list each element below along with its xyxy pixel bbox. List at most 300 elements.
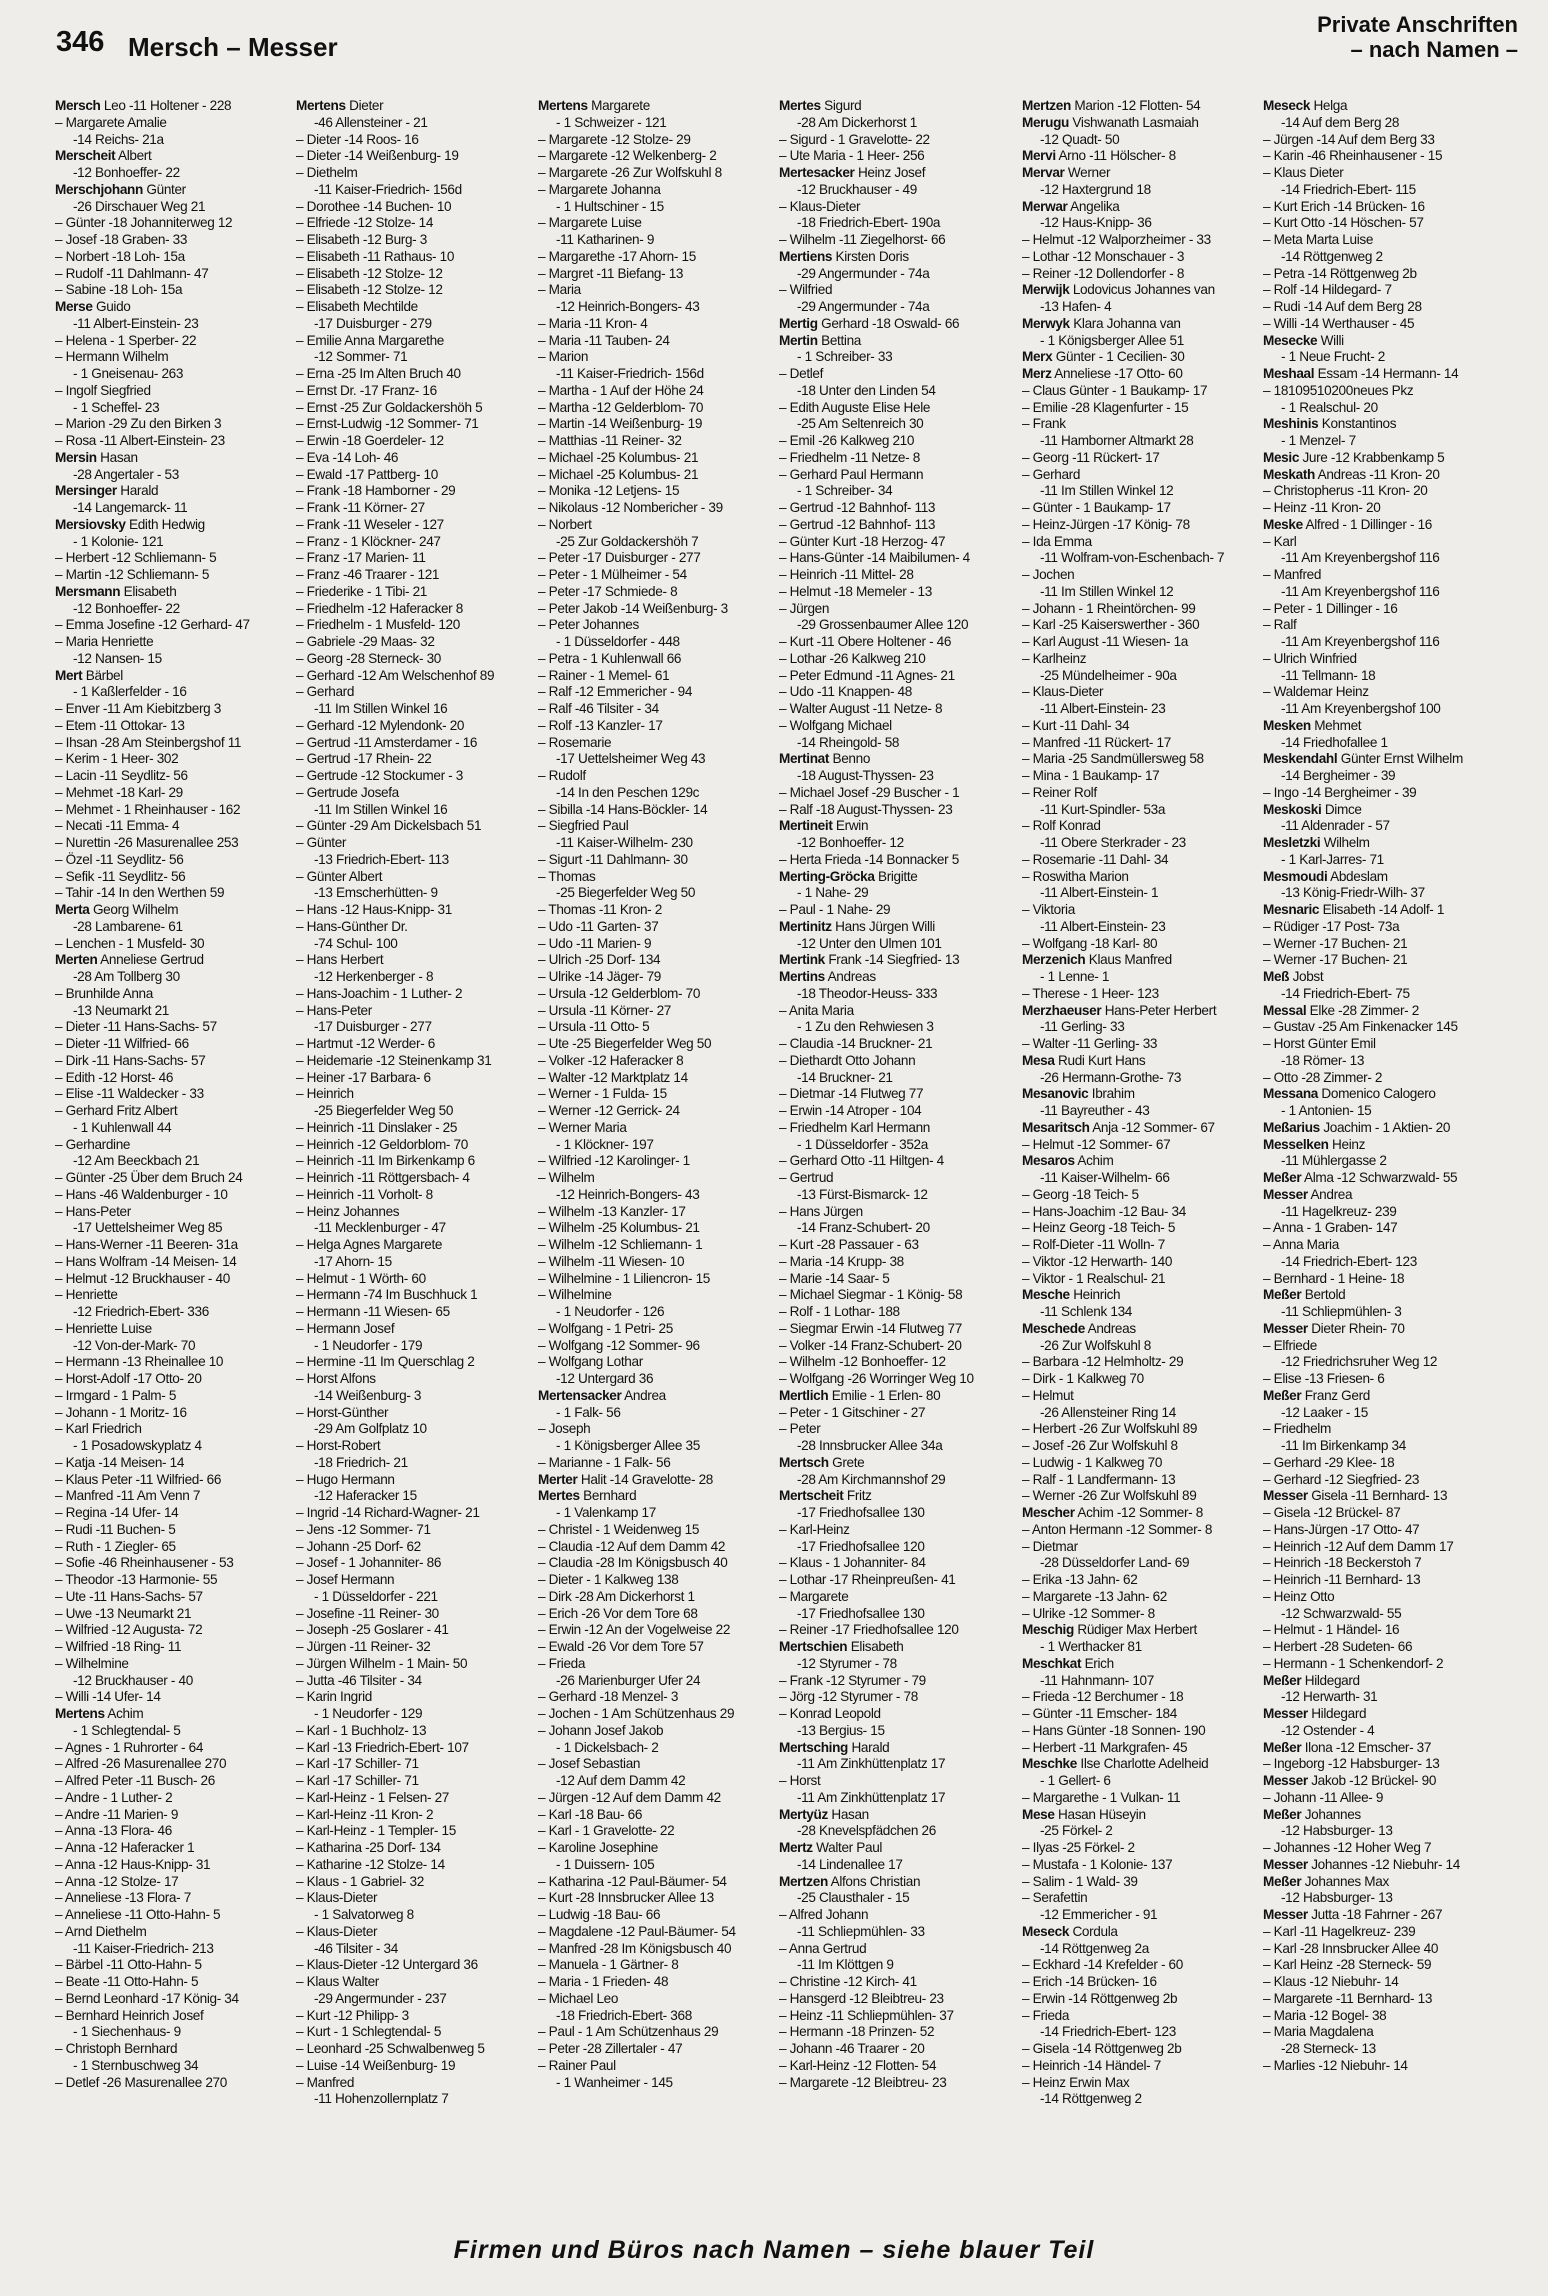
directory-entry — [55, 232, 290, 249]
directory-entry — [55, 1589, 290, 1606]
entry-text: – Klaus-Dieter — [779, 198, 861, 214]
directory-entry — [1263, 584, 1498, 601]
surname: Mertscheit — [779, 1488, 844, 1504]
entry-text: – Werner -17 Buchen- 21 — [1263, 935, 1408, 951]
entry-text: – Mina - 1 Baukamp- 17 — [1022, 768, 1160, 783]
directory-entry — [55, 1271, 290, 1288]
entry-text: – Jürgen — [779, 600, 830, 616]
entry-text: - 1 Karl-Jarres- 71 — [1281, 851, 1384, 867]
directory-entry — [1263, 701, 1498, 718]
entry-text: -28 Innsbrucker Allee 34a — [797, 1438, 943, 1453]
entry-text: – Herta Frieda -14 Bonnacker 5 — [779, 851, 959, 867]
directory-entry — [296, 601, 531, 618]
directory-entry — [55, 1522, 290, 1539]
entry-text: Heinrich — [1069, 1287, 1121, 1303]
entry-text: – Kurt - 1 Schlegtendal- 5 — [296, 2024, 442, 2040]
entry-text: -25 Am Seltenreich 30 — [797, 416, 924, 432]
entry-text: – Sigurd - 1 Gravelotte- 22 — [779, 131, 930, 147]
entry-text: – Jörg -12 Styrumer - 78 — [779, 1689, 918, 1705]
entry-text: - 1 Nahe- 29 — [797, 885, 869, 901]
entry-text: – Rainer Paul — [538, 2057, 616, 2073]
directory-entry — [55, 1606, 290, 1623]
entry-text: - 1 Düsseldorfer - 352a — [797, 1136, 928, 1152]
directory-entry — [1022, 366, 1257, 383]
entry-text: – Manfred -11 Rückert- 17 — [1022, 734, 1171, 750]
directory-entry — [1263, 433, 1498, 450]
directory-entry — [55, 802, 290, 819]
directory-entry — [296, 1941, 531, 1958]
directory-entry — [538, 651, 773, 668]
surname: Mertens — [296, 98, 346, 113]
directory-entry — [1022, 1840, 1257, 1857]
directory-entry — [538, 1472, 773, 1489]
directory-entry — [779, 333, 1014, 350]
directory-entry — [1263, 1354, 1498, 1371]
entry-text: – Karin Ingrid — [296, 1689, 372, 1705]
entry-text: – Heinz -11 Kron- 20 — [1263, 500, 1381, 515]
directory-entry — [779, 1287, 1014, 1304]
directory-entry — [538, 718, 773, 735]
entry-text: – Maria -25 Sandmüllersweg 58 — [1022, 751, 1204, 767]
directory-entry — [1022, 1036, 1257, 1053]
directory-entry — [779, 1539, 1014, 1556]
entry-text: -17 Ahorn- 15 — [314, 1253, 392, 1269]
entry-text: -12 Haus-Knipp- 36 — [1040, 215, 1152, 231]
directory-entry — [1263, 383, 1498, 400]
entry-text: – Hans Jürgen — [779, 1203, 863, 1219]
entry-text: – Lothar -12 Monschauer - 3 — [1022, 248, 1185, 264]
entry-text: -11 Hagelkreuz- 239 — [1281, 1203, 1397, 1219]
directory-entry — [1263, 2058, 1498, 2075]
directory-entry — [296, 2075, 531, 2092]
entry-text: -12 Auf dem Damm 42 — [556, 1773, 686, 1788]
entry-text: – Wolfgang -12 Sommer- 96 — [538, 1337, 700, 1353]
entry-text: -11 Albert-Einstein- 1 — [1040, 885, 1159, 901]
entry-text: – Alfred Peter -11 Busch- 26 — [55, 1773, 215, 1788]
directory-entry — [538, 1405, 773, 1422]
directory-entry — [1263, 1790, 1498, 1807]
directory-entry — [1263, 1924, 1498, 1941]
entry-text: – Margret -11 Biefang- 13 — [538, 265, 684, 281]
entry-text: – Johann -25 Dorf- 62 — [296, 1538, 421, 1554]
entry-text: -12 Heinrich-Bongers- 43 — [556, 1186, 700, 1202]
entry-text: – Wilfried -12 Karolinger- 1 — [538, 1153, 690, 1169]
entry-text: – Ute -11 Hans-Sachs- 57 — [55, 1588, 203, 1604]
directory-entry — [779, 1220, 1014, 1237]
entry-text: – Günter — [296, 835, 347, 850]
entry-text: -13 Fürst-Bismarck- 12 — [797, 1186, 928, 1202]
directory-entry — [1022, 684, 1257, 701]
entry-text: – Klaus-Dieter — [296, 1923, 378, 1939]
directory-entry — [1022, 818, 1257, 835]
directory-entry — [1022, 1354, 1257, 1371]
directory-entry — [55, 1472, 290, 1489]
entry-text: – Helmut -12 Walporzheimer - 33 — [1022, 232, 1211, 247]
directory-entry — [538, 349, 773, 366]
directory-entry — [296, 1405, 531, 1422]
surname: Meß — [1263, 969, 1290, 984]
entry-text: Edith Hedwig — [125, 516, 205, 532]
entry-text: – Johannes -12 Hoher Weg 7 — [1263, 1840, 1432, 1855]
surname: Meseck — [1022, 1923, 1070, 1939]
entry-text: -13 Bergius- 15 — [797, 1722, 885, 1738]
directory-entry — [1263, 1941, 1498, 1958]
entry-text: – Brunhilde Anna — [55, 985, 153, 1001]
directory-entry — [55, 1639, 290, 1656]
entry-text: – Martin -12 Schliemann- 5 — [55, 567, 210, 582]
entry-text: - 1 Valenkamp 17 — [556, 1505, 656, 1520]
directory-entry — [55, 1807, 290, 1824]
directory-entry — [779, 1857, 1014, 1874]
directory-entry — [779, 1019, 1014, 1036]
directory-entry — [296, 1807, 531, 1824]
entry-text: Joachim - 1 Aktien- 20 — [1319, 1119, 1451, 1135]
entry-text: – Hermann -74 Im Buschhuck 1 — [296, 1287, 478, 1303]
entry-text: -12 Sommer- 71 — [314, 349, 408, 365]
directory-entry — [779, 1656, 1014, 1673]
directory-entry — [538, 1204, 773, 1221]
entry-text: – Frank -12 Styrumer - 79 — [779, 1672, 926, 1688]
directory-entry — [296, 1421, 531, 1438]
surname: Meseck — [1263, 98, 1311, 113]
entry-text: – Rudolf -11 Dahlmann- 47 — [55, 265, 209, 281]
entry-text: – Hans Herbert — [296, 952, 384, 968]
entry-text: Jakob -12 Brückel- 90 — [1307, 1773, 1437, 1788]
directory-entry — [55, 400, 290, 417]
entry-text: -14 Bruckner- 21 — [797, 1069, 893, 1085]
surname: Merwijk — [1022, 282, 1070, 298]
surname: Messer — [1263, 1706, 1308, 1721]
entry-text: – Andre -11 Marien- 9 — [55, 1806, 179, 1822]
directory-entry — [1263, 1187, 1498, 1204]
surname: Mertinitz — [779, 918, 832, 934]
entry-text: – Gerhard — [296, 684, 355, 700]
entry-text: - 1 Hultschiner - 15 — [556, 198, 664, 214]
entry-text: – Kurt -11 Obere Holtener - 46 — [779, 634, 952, 649]
directory-entry — [779, 1421, 1014, 1438]
entry-text: – Christoph Bernhard — [55, 2041, 178, 2056]
entry-text: Helga — [1310, 98, 1348, 113]
entry-text: Cordula — [1069, 1923, 1118, 1939]
entry-text: – Theodor -13 Harmonie- 55 — [55, 1572, 218, 1587]
entry-text: -18 Unter den Linden 54 — [797, 382, 936, 398]
directory-entry — [538, 567, 773, 584]
entry-text: – Karl -18 Bau- 66 — [538, 1806, 643, 1822]
directory-entry — [1022, 668, 1257, 685]
entry-text: - 1 Schlegtendal- 5 — [73, 1722, 181, 1738]
directory-entry — [1263, 1689, 1498, 1706]
entry-text: – Katharine -12 Stolze- 14 — [296, 1856, 445, 1872]
entry-text: – Gerhard -12 Mylendonk- 20 — [296, 717, 465, 733]
entry-text: Gerhard -18 Oswald- 66 — [817, 315, 960, 331]
surname: Meßer — [1263, 1672, 1302, 1688]
column-5 — [1022, 98, 1257, 2188]
directory-entry — [1263, 751, 1498, 768]
directory-entry — [1263, 1254, 1498, 1271]
entry-text: – Dietmar — [1022, 1538, 1078, 1554]
directory-entry — [1263, 969, 1498, 986]
directory-entry — [296, 1740, 531, 1757]
directory-entry — [1263, 1455, 1498, 1472]
entry-text: – Franz -46 Traarer - 121 — [296, 567, 440, 582]
entry-text: – Günter -29 Am Dickelsbach 51 — [296, 818, 482, 834]
directory-entry — [55, 1187, 290, 1204]
entry-text: – Dietmar -14 Flutweg 77 — [779, 1086, 924, 1102]
entry-text: -11 Kaiser-Friedrich- 213 — [73, 1940, 214, 1956]
directory-entry — [1022, 1790, 1257, 1807]
directory-entry — [296, 450, 531, 467]
entry-text: -25 Mündelheimer - 90a — [1040, 667, 1177, 683]
directory-entry — [779, 1773, 1014, 1790]
directory-entry — [1263, 1103, 1498, 1120]
directory-entry — [1022, 1572, 1257, 1589]
entry-text: – Claus Günter - 1 Baukamp- 17 — [1022, 382, 1208, 398]
entry-text: -12 Haferacker 15 — [314, 1488, 417, 1504]
entry-text: – Willi -14 Ufer- 14 — [55, 1689, 161, 1705]
entry-text: – Hermann Wilhelm — [55, 349, 169, 365]
entry-text: -11 Wolfram-von-Eschenbach- 7 — [1040, 550, 1225, 566]
surname: Mertzen — [779, 1873, 828, 1889]
directory-entry — [55, 1354, 290, 1371]
directory-entry — [1263, 852, 1498, 869]
entry-text: Vishwanath Lasmaiah — [1069, 114, 1199, 130]
entry-text: -14 Franz-Schubert- 20 — [797, 1220, 930, 1236]
directory-entry — [55, 1740, 290, 1757]
directory-entry — [779, 735, 1014, 752]
directory-entry — [538, 400, 773, 417]
entry-text: Grete — [828, 1454, 865, 1470]
entry-text: – Rudi -14 Auf dem Berg 28 — [1263, 299, 1422, 314]
directory-entry — [1022, 869, 1257, 886]
directory-entry — [296, 1036, 531, 1053]
directory-entry — [55, 500, 290, 517]
directory-entry — [779, 132, 1014, 149]
entry-text: – Horst-Robert — [296, 1438, 381, 1453]
directory-entry — [55, 818, 290, 835]
directory-entry — [55, 919, 290, 936]
directory-entry — [1022, 1287, 1257, 1304]
directory-entry — [296, 1438, 531, 1455]
entry-text: – Leonhard -25 Schwalbenweg 5 — [296, 2041, 485, 2056]
entry-text: – Reiner Rolf — [1022, 784, 1097, 800]
entry-text: – Maria Magdalena — [1263, 2024, 1374, 2040]
directory-entry — [55, 584, 290, 601]
entry-text: -12 Unter den Ulmen 101 — [797, 935, 942, 951]
entry-text: -11 Albert-Einstein- 23 — [1040, 918, 1166, 934]
entry-text: – Özel -11 Seydlitz- 56 — [55, 851, 184, 867]
entry-text: – Wilfried -18 Ring- 11 — [55, 1639, 182, 1654]
directory-entry — [538, 467, 773, 484]
directory-entry — [538, 366, 773, 383]
directory-entry — [1263, 1522, 1498, 1539]
entry-text: – Gerhard -12 Am Welschenhof 89 — [296, 667, 495, 683]
directory-entry — [1022, 1271, 1257, 1288]
directory-entry — [538, 1371, 773, 1388]
entry-text: Harald — [848, 1739, 890, 1755]
directory-entry — [1022, 2008, 1257, 2025]
entry-text: – Martha - 1 Auf der Höhe 24 — [538, 382, 704, 398]
surname: Merting-Gröcka — [779, 868, 875, 884]
directory-entry — [296, 1924, 531, 1941]
entry-text: – Mustafa - 1 Kolonie- 137 — [1022, 1856, 1173, 1872]
directory-entry — [1263, 768, 1498, 785]
directory-entry — [296, 1070, 531, 1087]
directory-entry — [1022, 383, 1257, 400]
surname: Meschkat — [1022, 1655, 1082, 1671]
directory-entry — [538, 1488, 773, 1505]
entry-text: -11 Im Stillen Winkel 16 — [314, 701, 448, 716]
directory-entry — [779, 1505, 1014, 1522]
entry-text: – Karl Friedrich — [55, 1421, 142, 1437]
directory-entry — [1022, 1237, 1257, 1254]
entry-text: – Anton Hermann -12 Sommer- 8 — [1022, 1521, 1213, 1537]
entry-text: – Emil -26 Kalkweg 210 — [779, 433, 915, 448]
surname: Meßer — [1263, 1287, 1302, 1303]
surname: Mersiovsky — [55, 516, 126, 532]
entry-text: – Margarethe - 1 Vulkan- 11 — [1022, 1789, 1181, 1805]
directory-entry — [779, 1673, 1014, 1690]
entry-text: -74 Schul- 100 — [314, 935, 398, 951]
directory-entry — [779, 751, 1014, 768]
entry-text: – Friedhelm -12 Haferacker 8 — [296, 600, 463, 616]
section-title — [1317, 12, 1518, 62]
entry-text: – Wilhelmine - 1 Liliencron- 15 — [538, 1270, 710, 1286]
directory-entry — [296, 400, 531, 417]
surname: Merta — [55, 902, 90, 917]
directory-columns — [55, 98, 1495, 2188]
directory-entry — [55, 1254, 290, 1271]
directory-entry — [538, 1421, 773, 1438]
directory-entry — [55, 1673, 290, 1690]
entry-text: Klara Johanna van — [1069, 315, 1181, 331]
surname: Merzenich — [1022, 952, 1086, 968]
entry-text: – Siegmar Erwin -14 Flutweg 77 — [779, 1320, 962, 1336]
directory-entry — [296, 1388, 531, 1405]
directory-entry — [55, 1103, 290, 1120]
directory-entry — [296, 1974, 531, 1991]
directory-entry — [55, 366, 290, 383]
entry-text: Angelika — [1067, 198, 1120, 214]
directory-entry — [1263, 634, 1498, 651]
directory-entry — [1263, 1086, 1498, 1103]
directory-entry — [779, 1740, 1014, 1757]
entry-text: – Gertrud -17 Rhein- 22 — [296, 751, 432, 767]
entry-text: – Waldemar Heinz — [1263, 684, 1369, 700]
directory-entry — [1263, 567, 1498, 584]
directory-entry — [55, 148, 290, 165]
directory-entry — [779, 182, 1014, 199]
entry-text: – Claudia -28 Im Königsbusch 40 — [538, 1555, 728, 1571]
entry-text: – Hermann Josef — [296, 1320, 395, 1336]
directory-entry — [296, 735, 531, 752]
directory-entry — [55, 115, 290, 132]
directory-entry — [1263, 601, 1498, 618]
entry-text: – Alfred Johann — [779, 1907, 869, 1922]
directory-entry — [1263, 1589, 1498, 1606]
entry-text: – Margarete -12 Bleibtreu- 23 — [779, 2074, 947, 2090]
entry-text: -14 Auf dem Berg 28 — [1281, 114, 1400, 130]
directory-entry — [779, 148, 1014, 165]
entry-text: – Dirk -11 Hans-Sachs- 57 — [55, 1052, 206, 1068]
directory-entry — [1263, 215, 1498, 232]
directory-entry — [779, 1036, 1014, 1053]
entry-text: -14 In den Peschen 129c — [556, 784, 700, 800]
entry-text: – Gerhard — [1022, 466, 1081, 482]
surname: Mertyüz — [779, 1806, 828, 1822]
directory-entry — [296, 802, 531, 819]
entry-text: Hans-Peter Herbert — [1101, 1002, 1217, 1018]
directory-entry — [1022, 1924, 1257, 1941]
directory-entry — [1263, 1388, 1498, 1405]
entry-text: – Ingeborg -12 Habsburger- 13 — [1263, 1756, 1440, 1772]
directory-entry — [55, 98, 290, 115]
directory-entry — [55, 316, 290, 333]
directory-entry — [1022, 1455, 1257, 1472]
entry-text: – Necati -11 Emma- 4 — [55, 818, 180, 834]
directory-entry — [1263, 182, 1498, 199]
entry-text: – Rolf-Dieter -11 Wolln- 7 — [1022, 1237, 1165, 1252]
entry-text: -29 Am Golfplatz 10 — [314, 1421, 427, 1437]
directory-entry — [1263, 132, 1498, 149]
directory-entry — [538, 1606, 773, 1623]
entry-text: – Rudolf — [538, 768, 586, 783]
directory-entry — [779, 1455, 1014, 1472]
entry-text: – Kurt -12 Philipp- 3 — [296, 2007, 409, 2023]
directory-entry — [779, 1957, 1014, 1974]
entry-text: – Ewald -26 Vor dem Tore 57 — [538, 1639, 704, 1654]
directory-entry — [779, 1874, 1014, 1891]
entry-text: – Ursula -11 Otto- 5 — [538, 1019, 650, 1035]
entry-text: – Heinz Georg -18 Teich- 5 — [1022, 1220, 1176, 1236]
entry-text: Andrea — [621, 1387, 666, 1403]
directory-entry — [1022, 1874, 1257, 1891]
entry-text: – Heinrich -11 Dinslaker - 25 — [296, 1119, 458, 1135]
directory-entry — [1022, 1472, 1257, 1489]
entry-text: – Dorothee -14 Buchen- 10 — [296, 198, 452, 214]
directory-entry — [1263, 1321, 1498, 1338]
entry-text: – Karl August -11 Wiesen- 1a — [1022, 634, 1189, 649]
entry-text: Leo -11 Holtener - 228 — [100, 98, 232, 113]
entry-text: Elisabeth — [847, 1639, 904, 1654]
entry-text: – Henriette Luise — [55, 1320, 152, 1336]
entry-text: – Wilhelm -12 Schliemann- 1 — [538, 1237, 703, 1252]
directory-entry — [1263, 148, 1498, 165]
entry-text: – Emilie -28 Klagenfurter - 15 — [1022, 399, 1189, 415]
entry-text: -13 König-Friedr-Wilh- 37 — [1281, 885, 1425, 901]
directory-entry — [538, 768, 773, 785]
directory-entry — [296, 433, 531, 450]
column-4 — [779, 98, 1014, 2188]
directory-entry — [1022, 249, 1257, 266]
entry-text: – Klaus-Dieter — [1022, 684, 1104, 700]
entry-text: – Heinz-Jürgen -17 König- 78 — [1022, 516, 1190, 532]
entry-text: – Hans-Peter — [296, 1002, 372, 1018]
directory-entry — [1263, 550, 1498, 567]
entry-text: – Manuela - 1 Gärtner- 8 — [538, 1957, 679, 1973]
entry-text: – Bärbel -11 Otto-Hahn- 5 — [55, 1957, 202, 1973]
entry-text: – Sibilla -14 Hans-Böckler- 14 — [538, 801, 708, 817]
entry-text: Ibrahim — [1088, 1086, 1135, 1102]
entry-text: -12 Friedrich-Ebert- 336 — [73, 1304, 209, 1319]
directory-entry — [779, 584, 1014, 601]
entry-text: – Katja -14 Meisen- 14 — [55, 1454, 185, 1470]
entry-text: – Peter - 1 Mülheimer - 54 — [538, 567, 687, 582]
directory-entry — [779, 1890, 1014, 1907]
entry-text: – Helena - 1 Sperber- 22 — [55, 332, 197, 348]
entry-text: – Alfred -26 Masurenallee 270 — [55, 1756, 227, 1772]
directory-entry — [1263, 684, 1498, 701]
directory-entry — [296, 567, 531, 584]
